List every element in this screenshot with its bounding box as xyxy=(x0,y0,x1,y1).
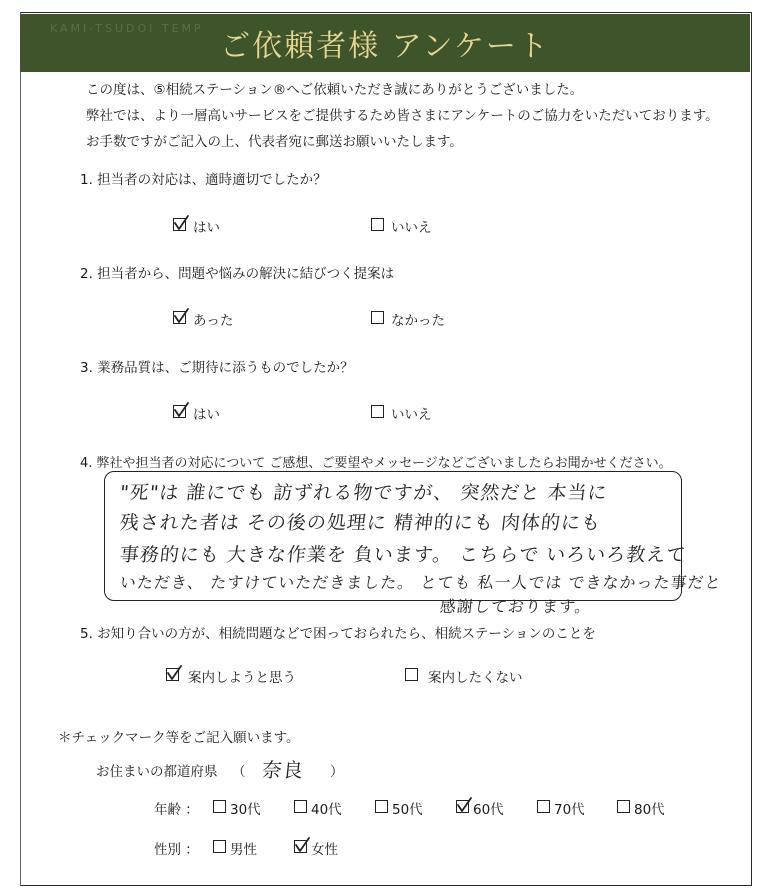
comment-line-2: 残された者は その後の処理に 精神的にも 肉体的にも xyxy=(118,512,603,534)
comment-line-5: 感謝しております。 xyxy=(438,597,593,616)
q2-no-checkbox[interactable] xyxy=(371,311,384,324)
q3-yes-checkbox[interactable] xyxy=(173,405,186,418)
gender-female-label: 女性 xyxy=(311,842,338,858)
comment-line-4: いただき、 たすけていただきました。 とても 私一人では できなかった事だと xyxy=(118,573,723,592)
q3-yes-label: はい xyxy=(193,407,220,423)
intro-line-3: お手数ですがご記入の上、代表者宛に郵送お願いいたします。 xyxy=(86,134,463,150)
question-2-label: 2. 担当者から、問題や悩みの解決に結びつく提案は xyxy=(80,266,395,282)
intro-line-1: この度は、⑤相続ステーション®へご依頼いただき誠にありがとうございました。 xyxy=(86,82,584,98)
age-70-label: 70代 xyxy=(554,802,585,818)
note-text: ＊チェックマーク等をご記入願います。 xyxy=(58,730,300,746)
age-80-label: 80代 xyxy=(634,802,665,818)
q5-yes-label: 案内しようと思う xyxy=(188,670,296,686)
q2-no-label: なかった xyxy=(391,313,445,329)
check-mark-icon xyxy=(165,664,183,682)
age-label: 年齢 ： xyxy=(154,802,199,818)
comment-line-3: 事務的にも 大きな作業を 負います。 こちらで いろいろ教えて xyxy=(118,544,688,566)
check-mark-icon xyxy=(172,214,190,232)
age-50-checkbox[interactable] xyxy=(375,800,388,813)
question-4-label: 4. 弊社や担当者の対応について ご感想、ご要望やメッセージなどございましたらお聞かせください。 xyxy=(80,456,672,471)
question-1-label: 1. 担当者の対応は、適時適切でしたか？ xyxy=(80,172,327,188)
age-40-label: 40代 xyxy=(311,802,342,818)
header-faint-text: KAMI-TSUDOI TEMP xyxy=(50,22,204,35)
comment-line-1: "死"は 誰にでも 訪ずれる物ですが、 突然だと 本当に xyxy=(118,482,609,504)
check-mark-icon xyxy=(172,307,190,325)
gender-female-checkbox[interactable] xyxy=(294,840,307,853)
q3-no-label: いいえ xyxy=(391,407,432,423)
q5-yes-checkbox[interactable] xyxy=(166,668,179,681)
prefecture-close-paren: ） xyxy=(330,764,344,780)
age-60-label: 60代 xyxy=(473,802,504,818)
question-3-label: 3. 業務品質は、ご期待に添うものでしたか？ xyxy=(80,360,354,376)
q2-yes-label: あった xyxy=(193,313,234,329)
age-30-label: 30代 xyxy=(230,802,261,818)
gender-label: 性別 ： xyxy=(154,842,199,858)
check-mark-icon xyxy=(293,836,311,854)
q3-no-checkbox[interactable] xyxy=(371,405,384,418)
prefecture-value[interactable]: 奈良 xyxy=(260,758,306,782)
q1-yes-label: はい xyxy=(193,220,220,236)
q1-no-label: いいえ xyxy=(391,220,432,236)
age-30-checkbox[interactable] xyxy=(213,800,226,813)
q1-yes-checkbox[interactable] xyxy=(173,218,186,231)
survey-header xyxy=(20,14,750,72)
q5-no-label: 案内したくない xyxy=(428,670,523,686)
question-5-label: 5. お知り合いの方が、相続問題などで困っておられたら、相続ステーションのことを xyxy=(80,626,596,642)
check-mark-icon xyxy=(172,401,190,419)
gender-male-label: 男性 xyxy=(230,842,257,858)
gender-male-checkbox[interactable] xyxy=(213,840,226,853)
age-60-checkbox[interactable] xyxy=(456,800,469,813)
prefecture-open-paren: （ xyxy=(232,764,246,780)
intro-line-2: 弊社では、より一層高いサービスをご提供するため皆さまにアンケートのご協力をいただいております。 xyxy=(86,108,719,124)
age-40-checkbox[interactable] xyxy=(294,800,307,813)
check-mark-icon xyxy=(455,796,473,814)
q2-yes-checkbox[interactable] xyxy=(173,311,186,324)
q5-no-checkbox[interactable] xyxy=(405,668,418,681)
age-50-label: 50代 xyxy=(392,802,423,818)
age-80-checkbox[interactable] xyxy=(617,800,630,813)
survey-title: ご依頼者様 アンケート xyxy=(220,29,550,64)
q1-no-checkbox[interactable] xyxy=(371,218,384,231)
age-70-checkbox[interactable] xyxy=(537,800,550,813)
prefecture-label: お住まいの都道府県 xyxy=(96,764,218,780)
